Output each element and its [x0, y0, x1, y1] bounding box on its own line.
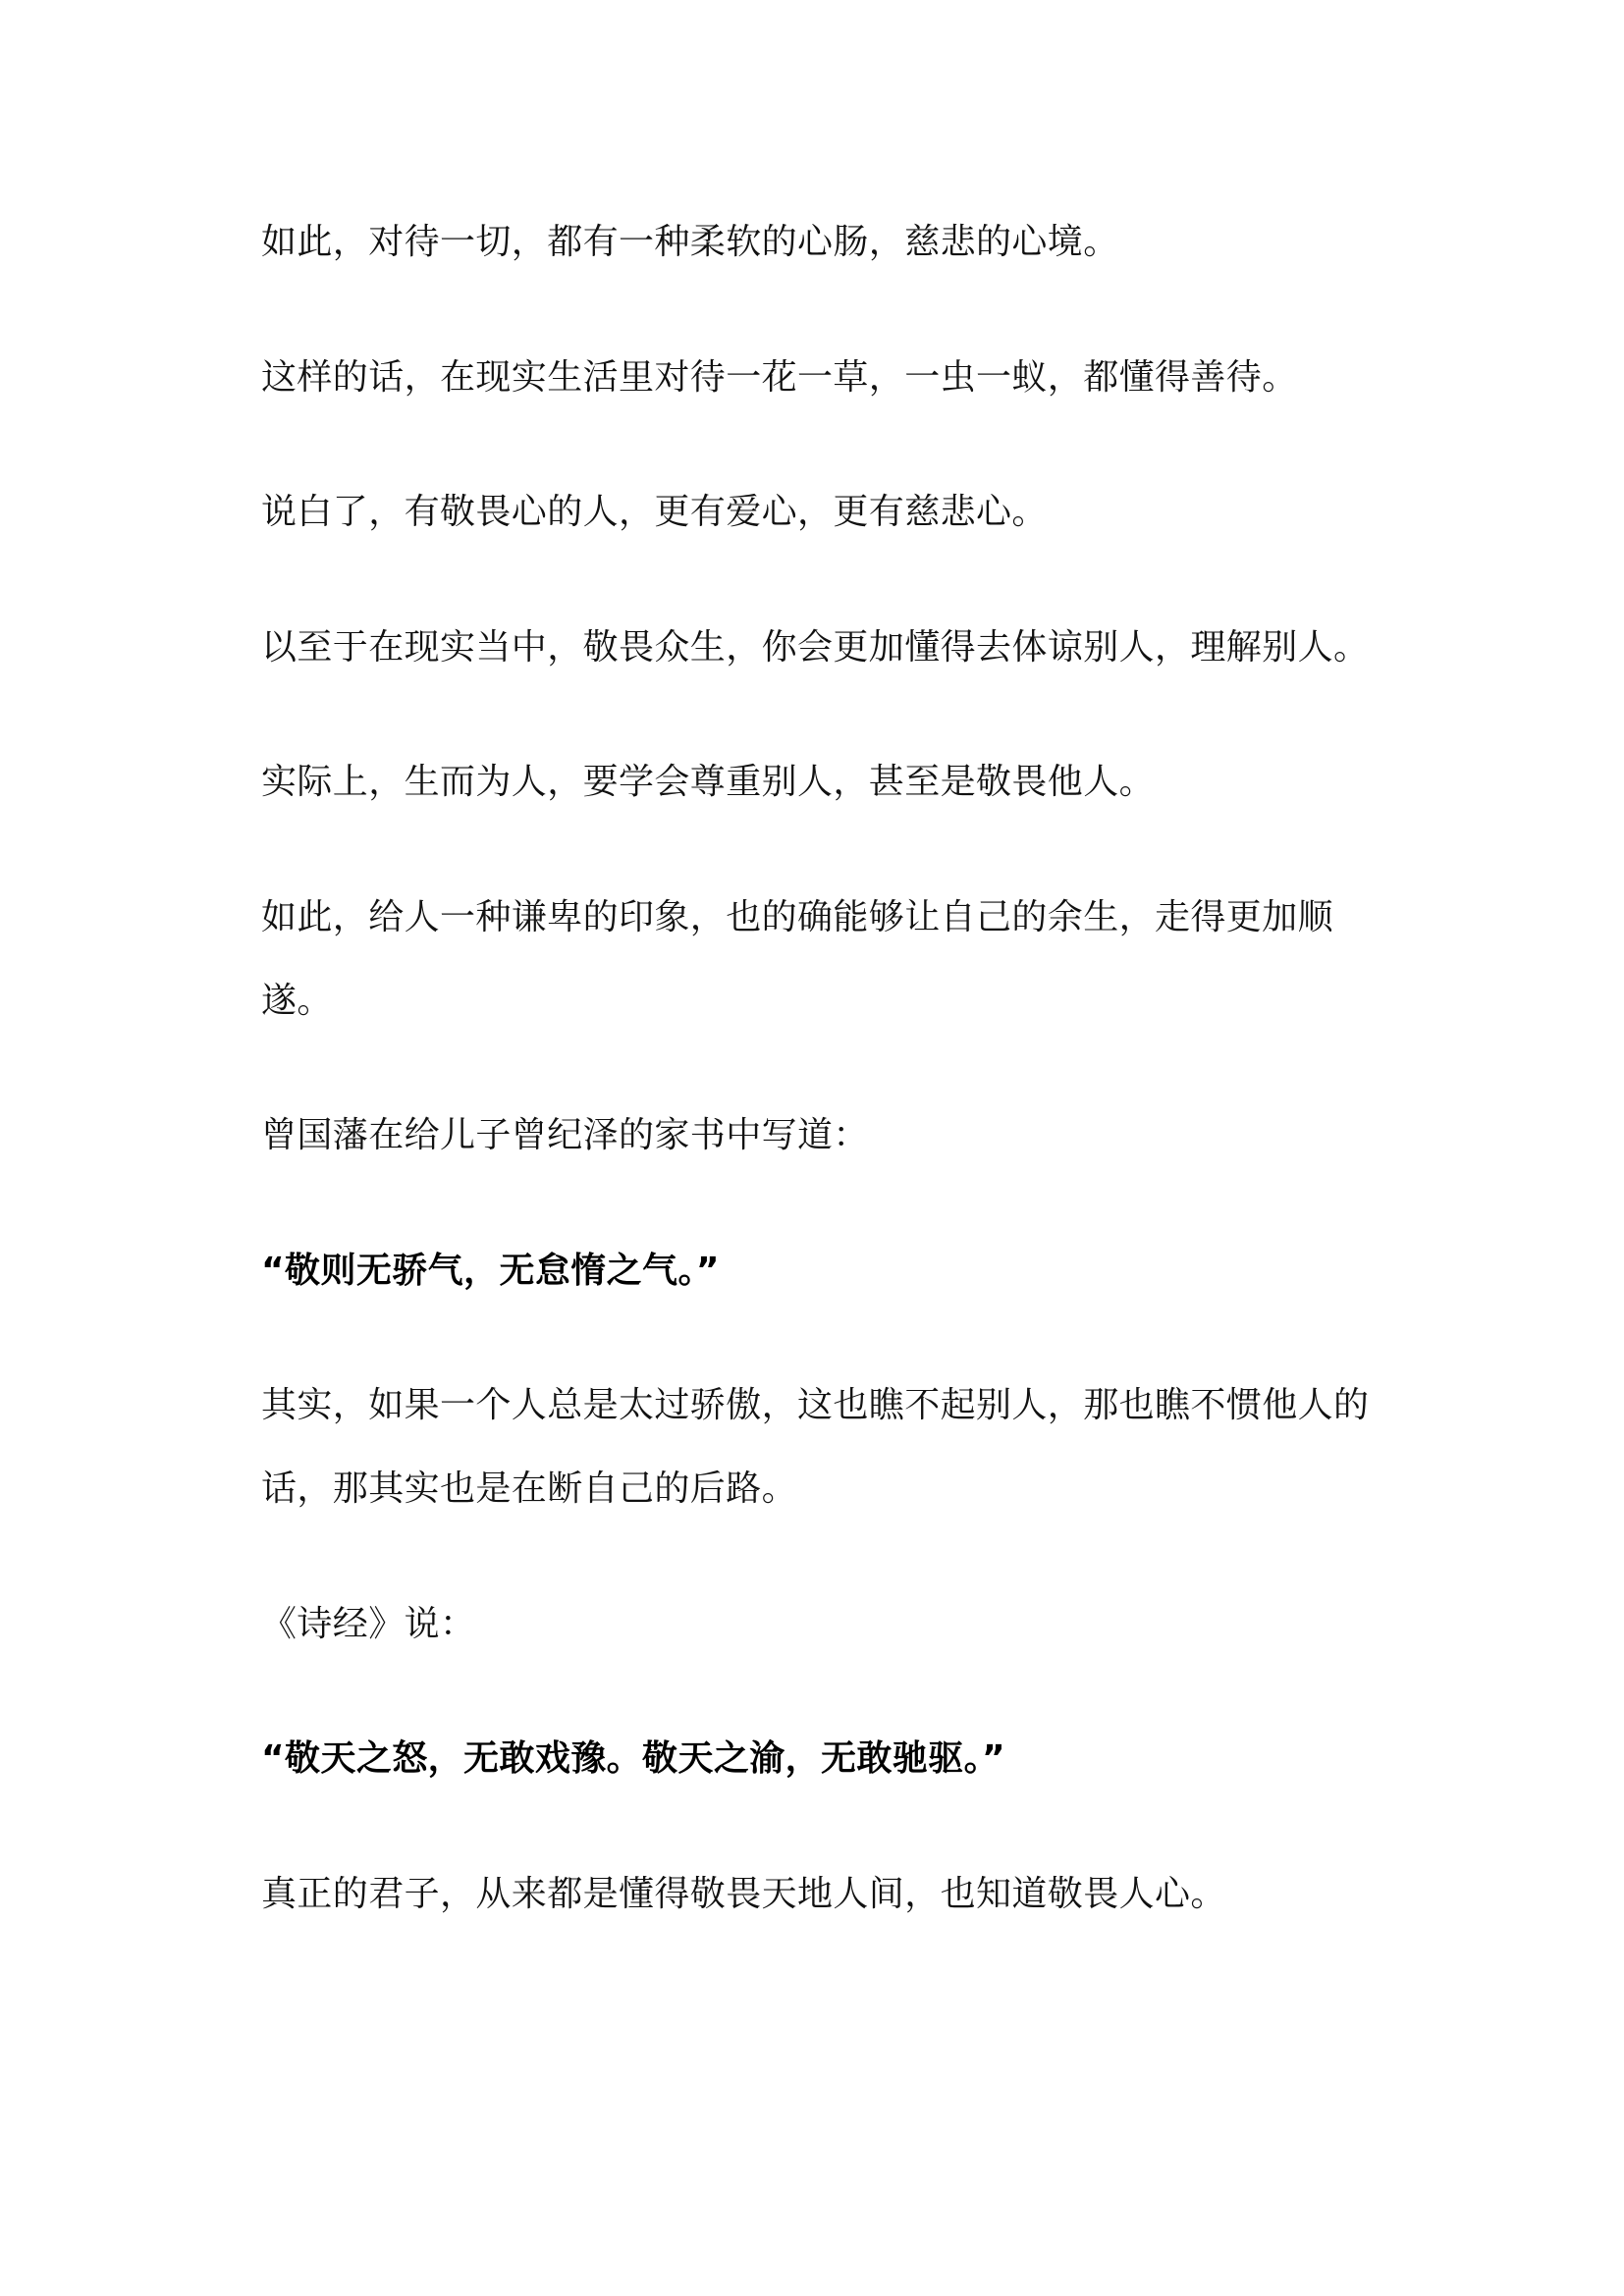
quote-shijing: “敬天之怒，无敢戏豫。敬天之渝，无敢驰驱。” [261, 1738, 1006, 1779]
quote-zeng-guofan: “敬则无骄气，无怠惰之气。” [261, 1250, 720, 1291]
paragraph-1: 如此，对待一切，都有一种柔软的心肠，慈悲的心境。 [261, 222, 1119, 262]
paragraph-7-citation-intro: 曾国藩在给儿子曾纪泽的家书中写道： [261, 1115, 869, 1155]
paragraph-12: 真正的君子，从来都是懂得敬畏天地人间，也知道敬畏人心。 [261, 1873, 1226, 1914]
document-page [261, 200, 1376, 1987]
paragraph-2: 这样的话，在现实生活里对待一花一草，一虫一蚁，都懂得善待。 [261, 356, 1298, 398]
paragraph-9: 其实，如果一个人总是太过骄傲，这也瞧不起别人，那也瞧不惯他人的话，那其实也是在断自己的后路。 [261, 1385, 1370, 1509]
paragraph-4: 以至于在现实当中，敬畏众生，你会更加懂得去体谅别人，理解别人。 [261, 626, 1370, 667]
paragraph-5: 实际上，生而为人，要学会尊重别人，甚至是敬畏他人。 [261, 762, 1156, 802]
paragraph-3: 说白了，有敬畏心的人，更有爱心，更有慈悲心。 [261, 492, 1048, 532]
paragraph-10-citation-intro: 《诗经》说： [261, 1603, 476, 1644]
paragraph-6: 如此，给人一种谦卑的印象，也的确能够让自己的余生，走得更加顺遂。 [261, 896, 1334, 1021]
